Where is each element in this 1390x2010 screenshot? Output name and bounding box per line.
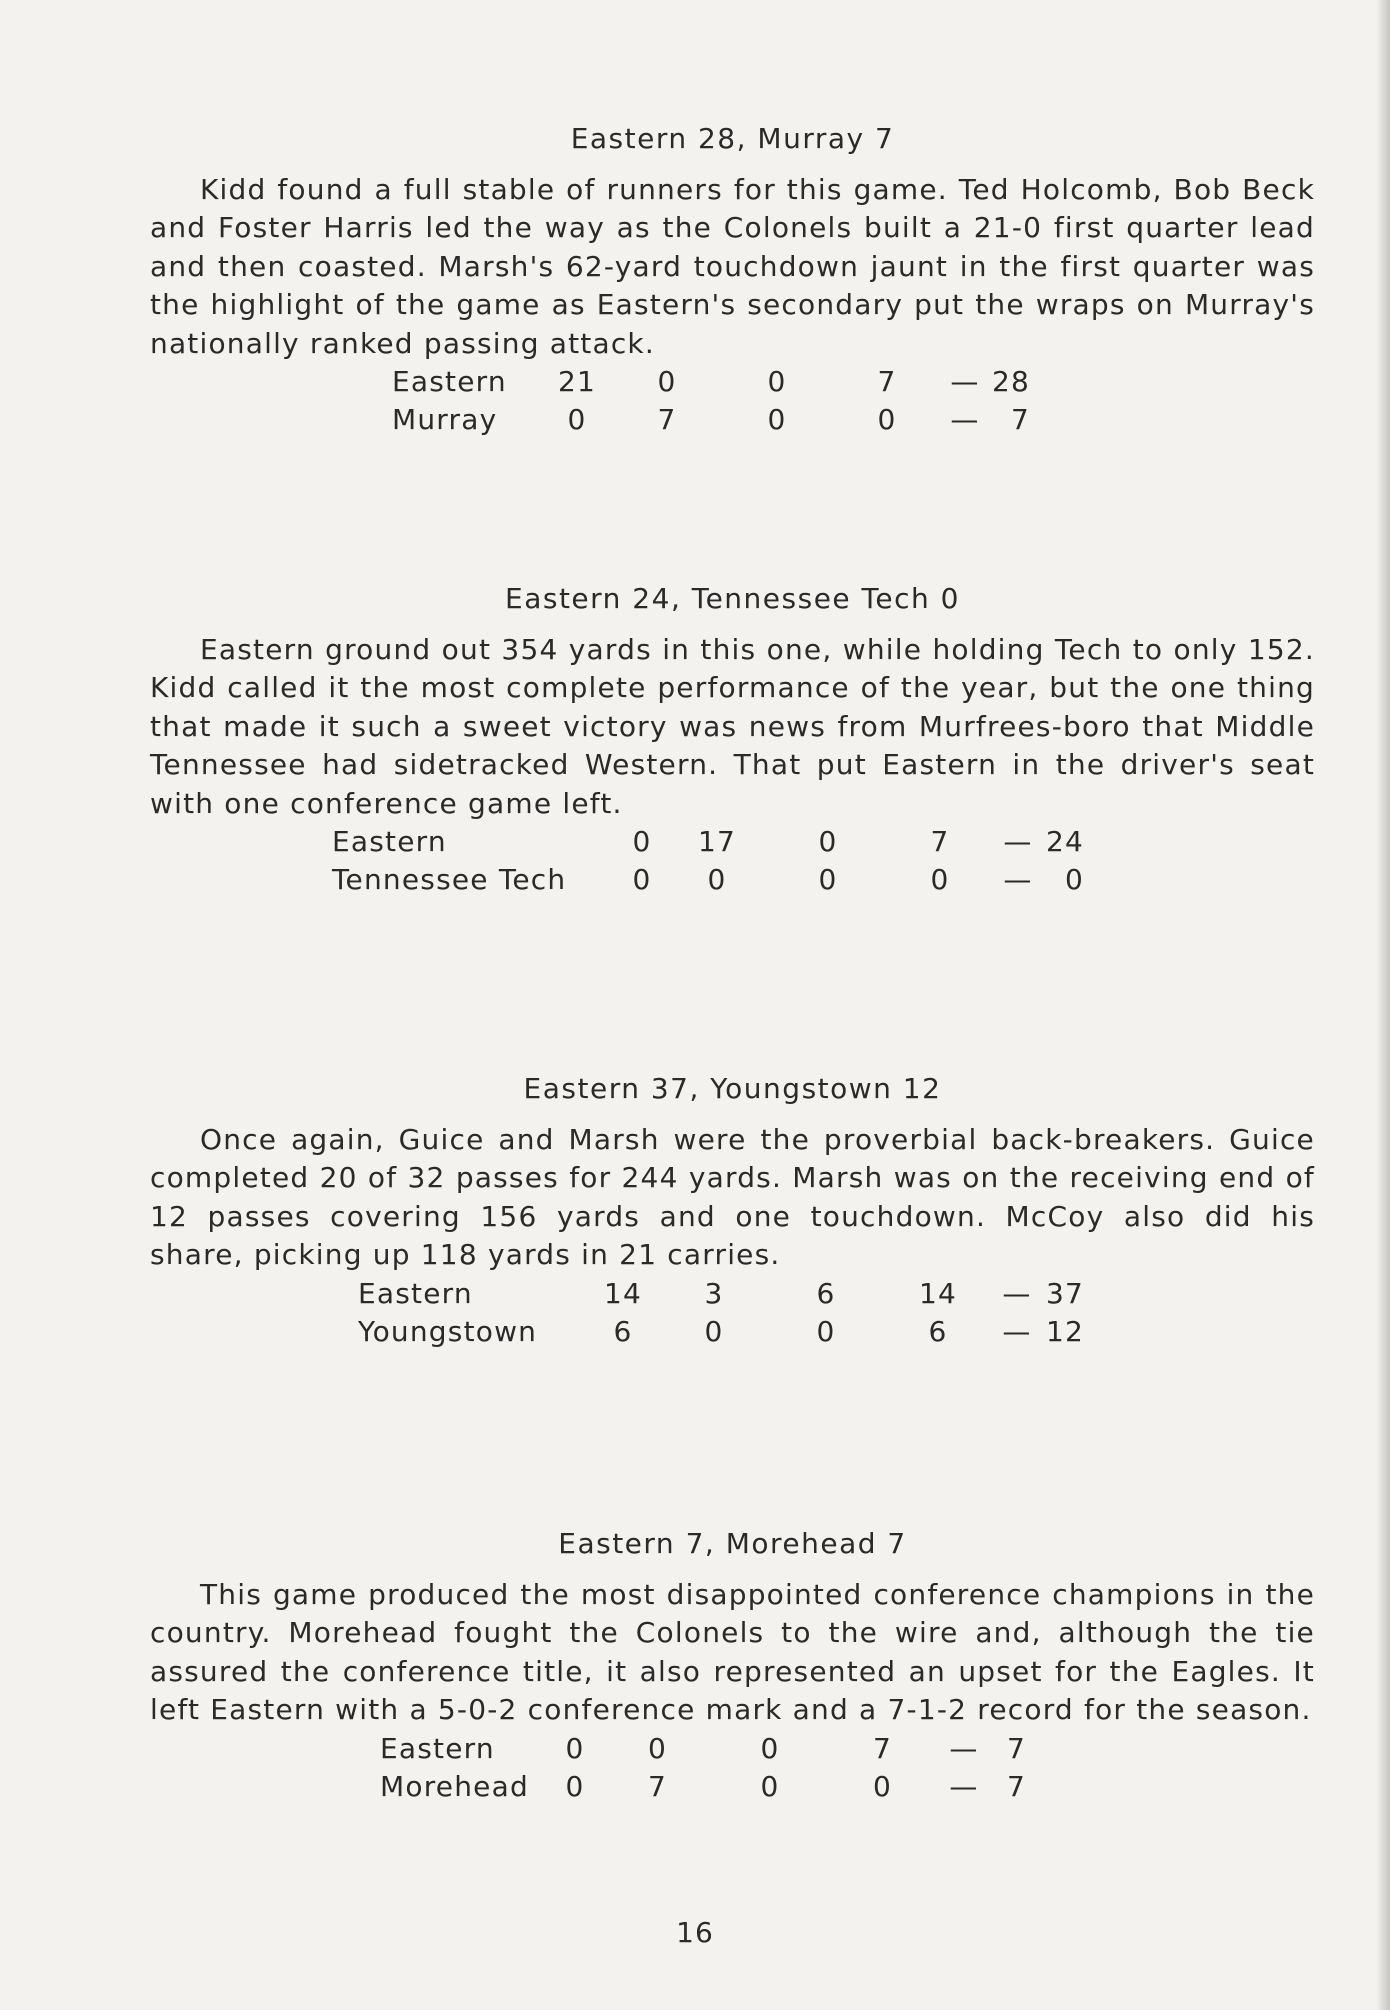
line-score-row (392, 401, 1030, 439)
quarter-1-score: 21 (557, 365, 597, 399)
line-score-row (332, 861, 1084, 899)
quarter-1-score: 0 (567, 403, 587, 437)
team-name: Eastern (392, 365, 507, 399)
quarter-4-score: 7 (872, 1731, 892, 1765)
line-score-table (392, 363, 1030, 439)
quarter-2-score: 17 (697, 825, 737, 859)
game-section-tennessee-tech (150, 582, 1315, 899)
game-title: Eastern 24, Tennessee Tech 0 (505, 582, 960, 615)
quarter-3-score: 0 (760, 1731, 780, 1765)
quarter-1-score: 6 (613, 1314, 633, 1348)
line-score-row (380, 1730, 1026, 1768)
line-score-table (358, 1275, 1084, 1351)
final-score: 24 (1045, 825, 1084, 859)
final-score: 0 (1064, 863, 1084, 897)
team-name: Eastern (380, 1731, 495, 1765)
game-summary: Kidd found a full stable of runners for this game. Ted Holcomb, Bob Beck and Foster Harris led the way as the Colonels built a 21-0 first quarter lead and then coasted. Marsh's 62-yard touchdown jaunt in the first quarter was the highlight of the game as Eastern's secondary put the wraps on Murray's nationally ranked passing attack. (150, 173, 1315, 360)
final-score: 7 (1006, 1769, 1026, 1803)
game-title: Eastern 7, Morehead 7 (558, 1527, 907, 1560)
game-section-murray (150, 122, 1315, 439)
line-score-table (332, 823, 1084, 899)
score-dash: — (949, 1769, 979, 1803)
quarter-2-score: 0 (657, 365, 677, 399)
quarter-4-score: 6 (928, 1314, 948, 1348)
quarter-1-score: 14 (603, 1276, 643, 1310)
line-score-row (380, 1768, 1026, 1806)
line-score-row (358, 1275, 1084, 1313)
final-score: 7 (1010, 403, 1030, 437)
game-summary: Eastern ground out 354 yards in this one, while holding Tech to only 152. Kidd called it the most complete performance of the year, but the one thing that made it such a sweet victory was news from Murfrees-boro that Middle Tennessee had sidetracked Western. That put Eastern in the driver's seat with one conference game left. (150, 633, 1315, 820)
quarter-3-score: 0 (818, 863, 838, 897)
quarter-2-score: 7 (647, 1769, 667, 1803)
team-name: Tennessee Tech (332, 863, 567, 897)
quarter-3-score: 0 (818, 825, 838, 859)
team-name: Eastern (332, 825, 447, 859)
game-section-morehead (150, 1527, 1315, 1806)
game-summary: Once again, Guice and Marsh were the proverbial back-breakers. Guice completed 20 of 32 passes for 244 yards. Marsh was on the receiving end of 12 passes covering 156 yards and one touchdown. McCoy also did his share, picking up 118 yards in 21 carries. (150, 1123, 1315, 1272)
quarter-1-score: 0 (565, 1769, 585, 1803)
quarter-4-score: 0 (930, 863, 950, 897)
page-edge-shadow (1376, 0, 1390, 2010)
team-name: Morehead (380, 1769, 529, 1803)
quarter-4-score: 0 (872, 1769, 892, 1803)
quarter-1-score: 0 (632, 825, 652, 859)
quarter-3-score: 0 (767, 365, 787, 399)
score-dash: — (1002, 1276, 1032, 1310)
game-section-youngstown (150, 1072, 1315, 1351)
quarter-3-score: 6 (816, 1276, 836, 1310)
quarter-4-score: 14 (918, 1276, 958, 1310)
line-score-table (380, 1730, 1026, 1806)
quarter-2-score: 7 (657, 403, 677, 437)
quarter-2-score: 3 (704, 1276, 724, 1310)
quarter-4-score: 0 (877, 403, 897, 437)
score-dash: — (1002, 1314, 1032, 1348)
line-score-row (392, 363, 1030, 401)
score-dash: — (949, 1731, 979, 1765)
quarter-4-score: 7 (877, 365, 897, 399)
score-dash: — (1003, 863, 1033, 897)
quarter-4-score: 7 (930, 825, 950, 859)
quarter-1-score: 0 (565, 1731, 585, 1765)
score-dash: — (1003, 825, 1033, 859)
quarter-3-score: 0 (760, 1769, 780, 1803)
quarter-2-score: 0 (707, 863, 727, 897)
quarter-3-score: 0 (816, 1314, 836, 1348)
game-summary: This game produced the most disappointed conference champions in the country. Morehead fought the Colonels to the wire and, although the tie assured the conference title, it also represented an upset for the Eagles. It left Eastern with a 5-0-2 conference mark and a 7-1-2 record for the season. (150, 1578, 1315, 1727)
page-number: 16 (676, 1916, 714, 1949)
final-score: 37 (1045, 1276, 1084, 1310)
team-name: Youngstown (358, 1314, 538, 1348)
team-name: Murray (392, 403, 498, 437)
final-score: 28 (991, 365, 1030, 399)
quarter-2-score: 0 (704, 1314, 724, 1348)
score-dash: — (950, 365, 980, 399)
game-title: Eastern 28, Murray 7 (570, 122, 895, 155)
score-dash: — (950, 403, 980, 437)
final-score: 7 (1006, 1731, 1026, 1765)
line-score-row (358, 1313, 1084, 1351)
team-name: Eastern (358, 1276, 473, 1310)
game-title: Eastern 37, Youngstown 12 (523, 1072, 942, 1105)
line-score-row (332, 823, 1084, 861)
quarter-2-score: 0 (647, 1731, 667, 1765)
quarter-3-score: 0 (767, 403, 787, 437)
final-score: 12 (1045, 1314, 1084, 1348)
quarter-1-score: 0 (632, 863, 652, 897)
